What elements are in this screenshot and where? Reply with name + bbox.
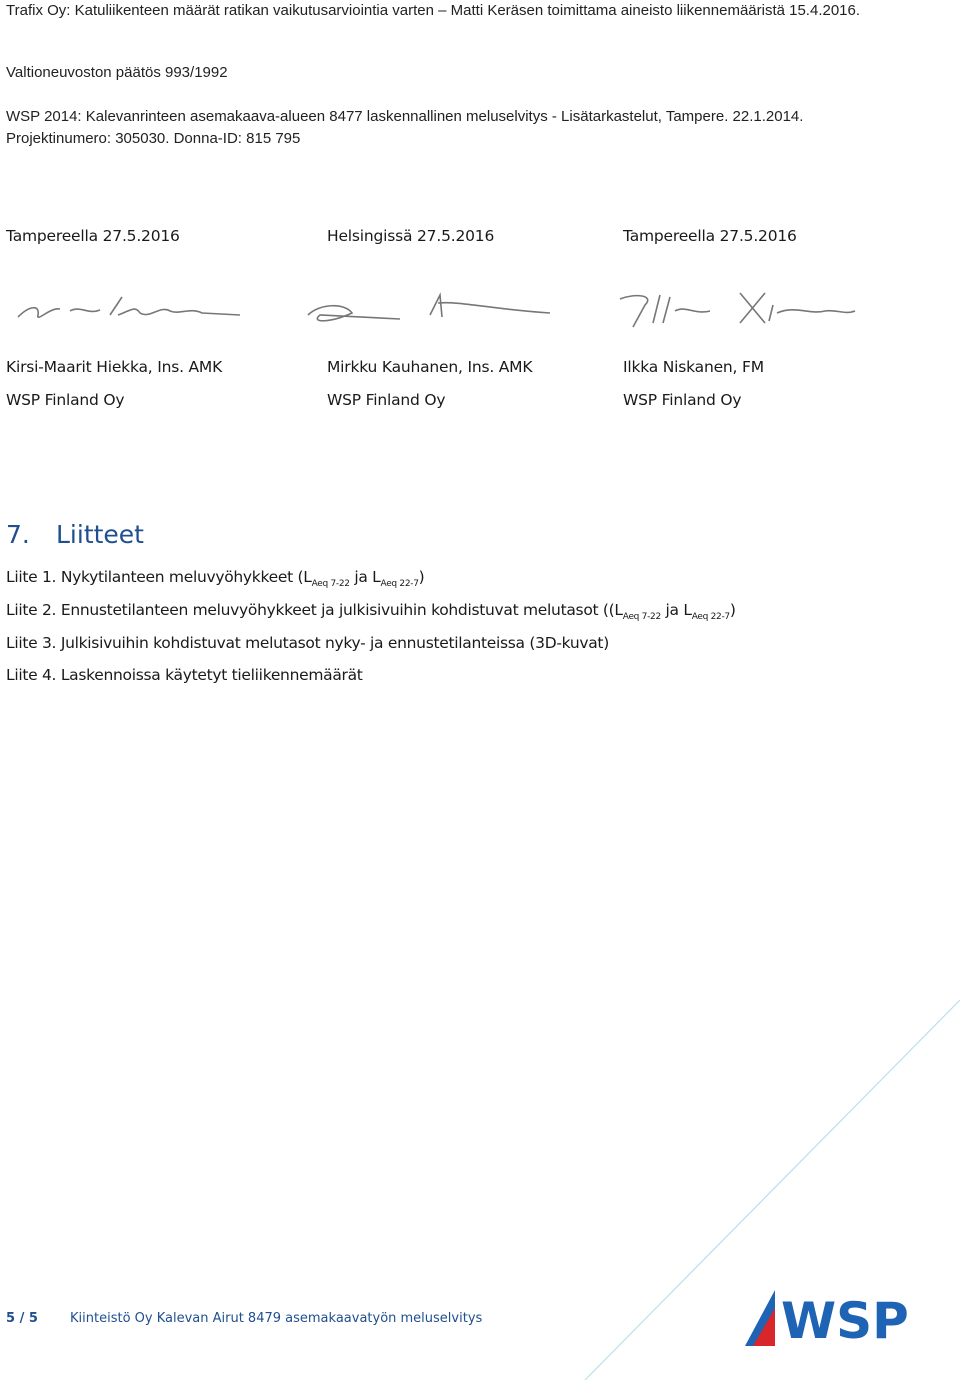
signatory-1-place-date: Tampereella 27.5.2016: [6, 227, 180, 245]
signatory-2-place-date: Helsingissä 27.5.2016: [327, 227, 495, 245]
reference-vnp: Valtioneuvoston päätös 993/1992: [6, 64, 228, 81]
appendix-2: Liite 2. Ennustetilanteen meluvyöhykkeet ja julkisivuihin kohdistuvat melutasot (($L_{Aeq 7-22}$ ja $L_{Aeq 22-7}$): [6, 601, 736, 623]
signatory-3-name: Ilkka Niskanen, FM: [623, 358, 764, 376]
footer-document-title: Kiinteistö Oy Kalevan Airut 8479 asemakaavatyön meluselvitys: [70, 1311, 483, 1326]
signature-2: [300, 285, 560, 335]
signature-1: [10, 285, 250, 335]
signature-3: [615, 285, 865, 335]
wsp-logo: [745, 1280, 915, 1350]
appendix-1: Liite 1. Nykytilanteen meluvyöhykkeet ($L_{Aeq 7-22}$ ja $L_{Aeq 22-7}$): [6, 568, 425, 590]
reference-wsp-2014: WSP 2014: Kalevanrinteen asemakaava-alueen 8477 laskennallinen meluselvitys - Lisätarkastelut, Tampere. 22.1.2014. Projektinumero: 305030. Donna-ID: 815 795: [6, 108, 804, 147]
signatory-2-name: Mirkku Kauhanen, Ins. AMK: [327, 358, 533, 376]
appendix-4: Liite 4. Laskennoissa käytetyt tieliikennemäärät: [6, 666, 363, 684]
signatory-1-org: WSP Finland Oy: [6, 391, 125, 409]
signatory-3-org: WSP Finland Oy: [623, 391, 742, 409]
appendix-3: Liite 3. Julkisivuihin kohdistuvat melutasot nyky- ja ennustetilanteissa (3D-kuvat): [6, 634, 609, 652]
signatory-2-org: WSP Finland Oy: [327, 391, 446, 409]
section-heading: [6, 520, 144, 549]
signatory-3-place-date: Tampereella 27.5.2016: [623, 227, 797, 245]
section-title: Liitteet: [56, 520, 144, 549]
svg-text:WSP: WSP: [781, 1292, 909, 1350]
page-number: 5 / 5: [6, 1311, 38, 1326]
reference-trafix: Trafix Oy: Katuliikenteen määrät ratikan vaikutusarviointia varten – Matti Keräsen toimittama aineisto liikennemääristä 15.4.2016.: [6, 2, 861, 19]
signatory-1-name: Kirsi-Maarit Hiekka, Ins. AMK: [6, 358, 223, 376]
section-number: 7.: [6, 520, 30, 549]
